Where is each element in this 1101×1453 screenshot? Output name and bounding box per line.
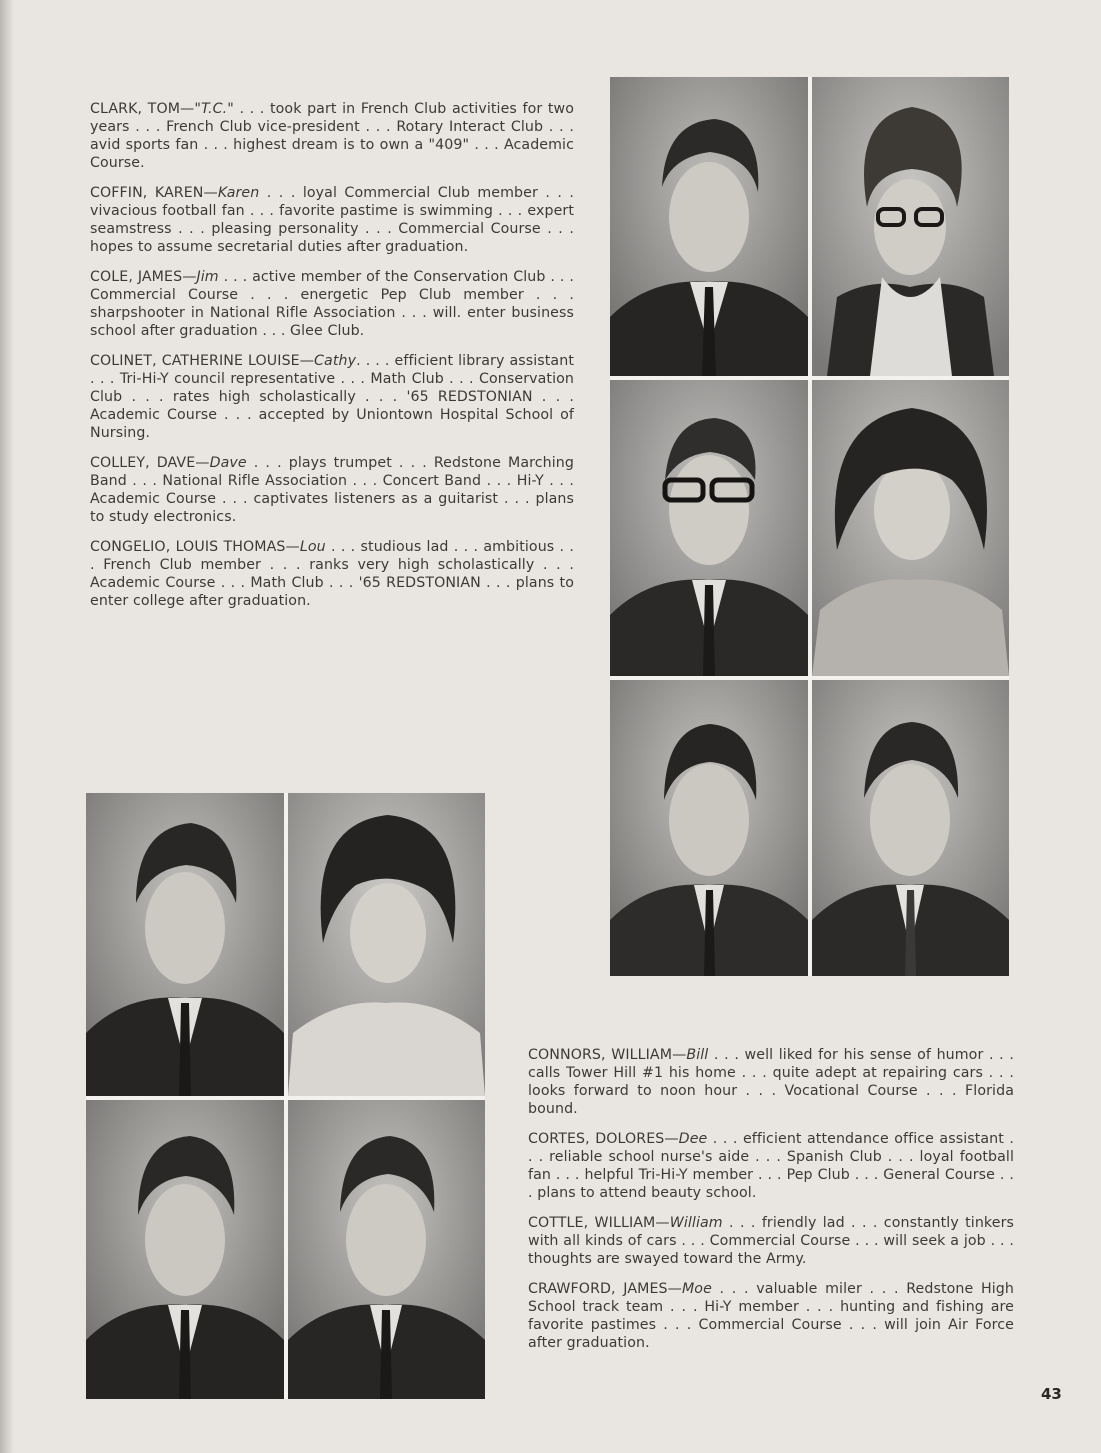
bio-entry: COLE, JAMES—Jim . . . active member of the Conservation Club . . . Commercial Course . . . energetic Pep Club member . . . sharpshooter in National Rifle Association . . . will. enter business school after graduation . . . Glee Club. xyxy=(90,269,574,339)
page-binding-shadow xyxy=(0,0,14,1453)
bio-entry: CONNORS, WILLIAM—Bill . . . well liked for his sense of humor . . . calls Tower Hill #1 his home . . . quite adept at repairing cars . . . looks forward to noon hour . . . Vocational Course . . . Florida bound. xyxy=(528,1047,1014,1117)
bio-entry: CORTES, DOLORES—Dee . . . efficient attendance office assistant . . . reliable school nurse's aide . . . Spanish Club . . . loyal football fan . . . helpful Tri-Hi-Y member . . . Pep Club . . . General Course . . . plans to attend beauty school. xyxy=(528,1131,1014,1201)
portrait-connors-william xyxy=(86,793,284,1096)
page-number: 43 xyxy=(1041,1385,1062,1403)
bio-entry: COLINET, CATHERINE LOUISE—Cathy. . . . efficient library assistant . . . Tri-Hi-Y council representative . . . Math Club . . . Conservation Club . . . rates high scholastically . . . '65 REDSTONIAN . . . Academic Course . . . accepted by Uniontown Hospital School of Nursing. xyxy=(90,353,574,441)
bio-entry: CLARK, TOM—"T.C." . . . took part in French Club activities for two years . . . French Club vice-president . . . Rotary Interact Club . . . avid sports fan . . . highest dream is to own a "409" . . . Academic Course. xyxy=(90,101,574,171)
bio-entry: CONGELIO, LOUIS THOMAS—Lou . . . studious lad . . . ambitious . . . French Club member . . . ranks very high scholastically . . . Academic Course . . . Math Club . . . '65 REDSTONIAN . . . plans to enter college after graduation. xyxy=(90,539,575,609)
portrait-grid-bottom xyxy=(86,793,485,1399)
portrait-cottle-william xyxy=(86,1100,284,1399)
bio-column-bottom-right xyxy=(528,1046,1014,1364)
portrait-cortes-dolores xyxy=(288,793,485,1096)
bio-entry: COFFIN, KAREN—Karen . . . loyal Commercial Club member . . . vivacious football fan . . . favorite pastime is swimming . . . expert seamstress . . . pleasing personality . . . Commercial Course . . . hopes to assume secretarial duties after graduation. xyxy=(90,185,574,255)
portrait-crawford-james xyxy=(288,1100,485,1399)
bio-entry: CRAWFORD, JAMES—Moe . . . valuable miler . . . Redstone High School track team . . . Hi-Y member . . . hunting and fishing are favorite pastimes . . . Commercial Course . . . will join Air Force after graduation. xyxy=(528,1281,1014,1351)
portrait-colinet-catherine xyxy=(812,380,1009,676)
bio-column-top-left xyxy=(90,100,574,622)
portrait-coffin-karen xyxy=(812,77,1009,376)
portrait-grid-top xyxy=(610,77,1009,976)
portrait-colley-dave xyxy=(610,680,808,976)
portrait-clark-tom xyxy=(610,77,808,376)
bio-entry: COTTLE, WILLIAM—William . . . friendly lad . . . constantly tinkers with all kinds of cars . . . Commercial Course . . . will seek a job . . . thoughts are swayed toward the Army. xyxy=(528,1215,1014,1267)
bio-entry: COLLEY, DAVE—Dave . . . plays trumpet . . . Redstone Marching Band . . . National Rifle Association . . . Concert Band . . . Hi-Y . . . Academic Course . . . captivates listeners as a guitarist . . . plans to study electronics. xyxy=(90,455,574,525)
portrait-cole-james xyxy=(610,380,808,676)
portrait-congelio-louis xyxy=(812,680,1009,976)
